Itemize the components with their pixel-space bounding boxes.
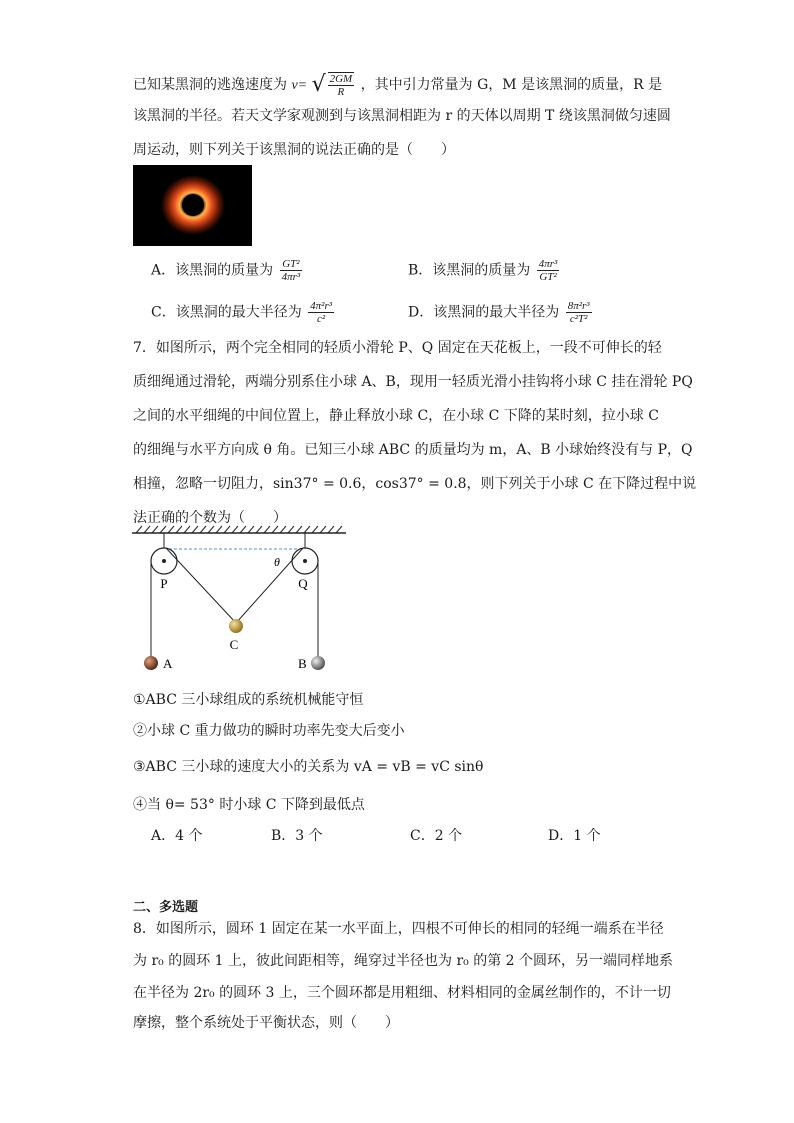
q8-line-4: 摩擦，整个系统处于平衡状态，则（ ） (133, 1015, 399, 1031)
ball-c (229, 619, 243, 633)
velocity-symbol: v= (291, 78, 308, 93)
q7-option-c[interactable]: C．2 个 (410, 828, 463, 844)
q6-line-2: 该黑洞的半径。若天文学家观测到与该黑洞相距为 r 的天体以周期 T 绕该黑洞做匀速圆 (133, 108, 671, 124)
q8-line-1: 8．如图所示，圆环 1 固定在某一水平面上，四根不可伸长的相同的轻绳一端系在半径 (133, 921, 664, 937)
q8-line-2: 为 r₀ 的圆环 1 上，彼此间距相等，绳穿过半径也为 r₀ 的第 2 个圆环，另一端同样地系 (133, 953, 674, 969)
ball-a (144, 656, 158, 670)
q7-statement-4: ④当 θ= 53° 时小球 C 下降到最低点 (133, 797, 365, 813)
q6-option-b[interactable]: B．该黑洞的质量为 $\frac{\text{4πr³}}{\text{GT²}}$ (408, 258, 558, 283)
escape-velocity-fraction: $\frac{2GM}{R}$ (329, 73, 353, 98)
q7-statement-1: ①ABC 三小球组成的系统机械能守恒 (133, 692, 364, 708)
ceiling (132, 526, 346, 533)
sqrt-sign-icon: √ (311, 72, 326, 97)
q7-line-4: 的细绳与水平方向成 θ 角。已知三小球 ABC 的质量均为 m，A、B 小球始终没有与 P，Q (133, 442, 693, 458)
section-title: 二、多选题 (133, 900, 199, 915)
q7-line-3: 之间的水平细绳的中间位置上，静止释放小球 C，在小球 C 下降的某时刻，拉小球 C (133, 408, 659, 424)
label-b: B (298, 656, 307, 671)
label-q: Q (298, 576, 308, 591)
q6-option-d[interactable]: D．该黑洞的最大半径为 $\frac{\text{8π²r³}}{\text{c²T²}}$ (408, 300, 590, 325)
q7-line-6: 法正确的个数为（ ） (133, 510, 287, 526)
q6-line-1 (133, 72, 662, 98)
q6-text: 已知某黑洞的逃逸速度为 (133, 77, 287, 93)
label-c: C (229, 637, 239, 652)
q6-option-c[interactable]: C．该黑洞的最大半径为 $\frac{\text{4π²r³}}{\text{c²}}$ (151, 300, 333, 325)
pulley-diagram (130, 525, 350, 684)
label-theta: θ (274, 555, 280, 569)
ball-b (311, 656, 325, 670)
q6-line-3: 周运动，则下列关于该黑洞的说法正确的是（ ） (133, 142, 455, 158)
label-p: P (160, 576, 168, 591)
q8-line-3: 在半径为 2r₀ 的圆环 3 上，三个圆环都是用粗细、材料相同的金属丝制作的，不计一切 (133, 985, 671, 1001)
q7-line-2: 质细绳通过滑轮，两端分别系住小球 A、B，现用一轻质光滑小挂钩将小球 C 挂在滑轮 PQ (133, 374, 693, 390)
q7-line-1: 7．如图所示，两个完全相同的轻质小滑轮 P、Q 固定在天花板上，一段不可伸长的轻 (133, 340, 662, 356)
q6-option-a[interactable]: A．该黑洞的质量为 $\frac{\text{GT²}}{\text{4πr³}}$ (151, 258, 301, 283)
label-a: A (163, 656, 173, 671)
q7-statement-3: ③ABC 三小球的速度大小的关系为 vA = vB = vC sinθ (133, 759, 484, 775)
sqrt-expression (312, 72, 357, 98)
q7-option-d[interactable]: D．1 个 (548, 828, 601, 844)
q6-text-post: ，其中引力常量为 G，M 是该黑洞的质量，R 是 (360, 77, 663, 93)
q7-option-b[interactable]: B．3 个 (271, 828, 323, 844)
q7-statement-2: ②小球 C 重力做功的瞬时功率先变大后变小 (133, 723, 405, 739)
black-hole-image (133, 165, 252, 246)
q7-option-a[interactable]: A．4 个 (151, 828, 203, 844)
q7-line-5: 相撞，忽略一切阻力，sin37° = 0.6，cos37° = 0.8，则下列关于小球 C 在下降过程中说 (133, 476, 697, 492)
